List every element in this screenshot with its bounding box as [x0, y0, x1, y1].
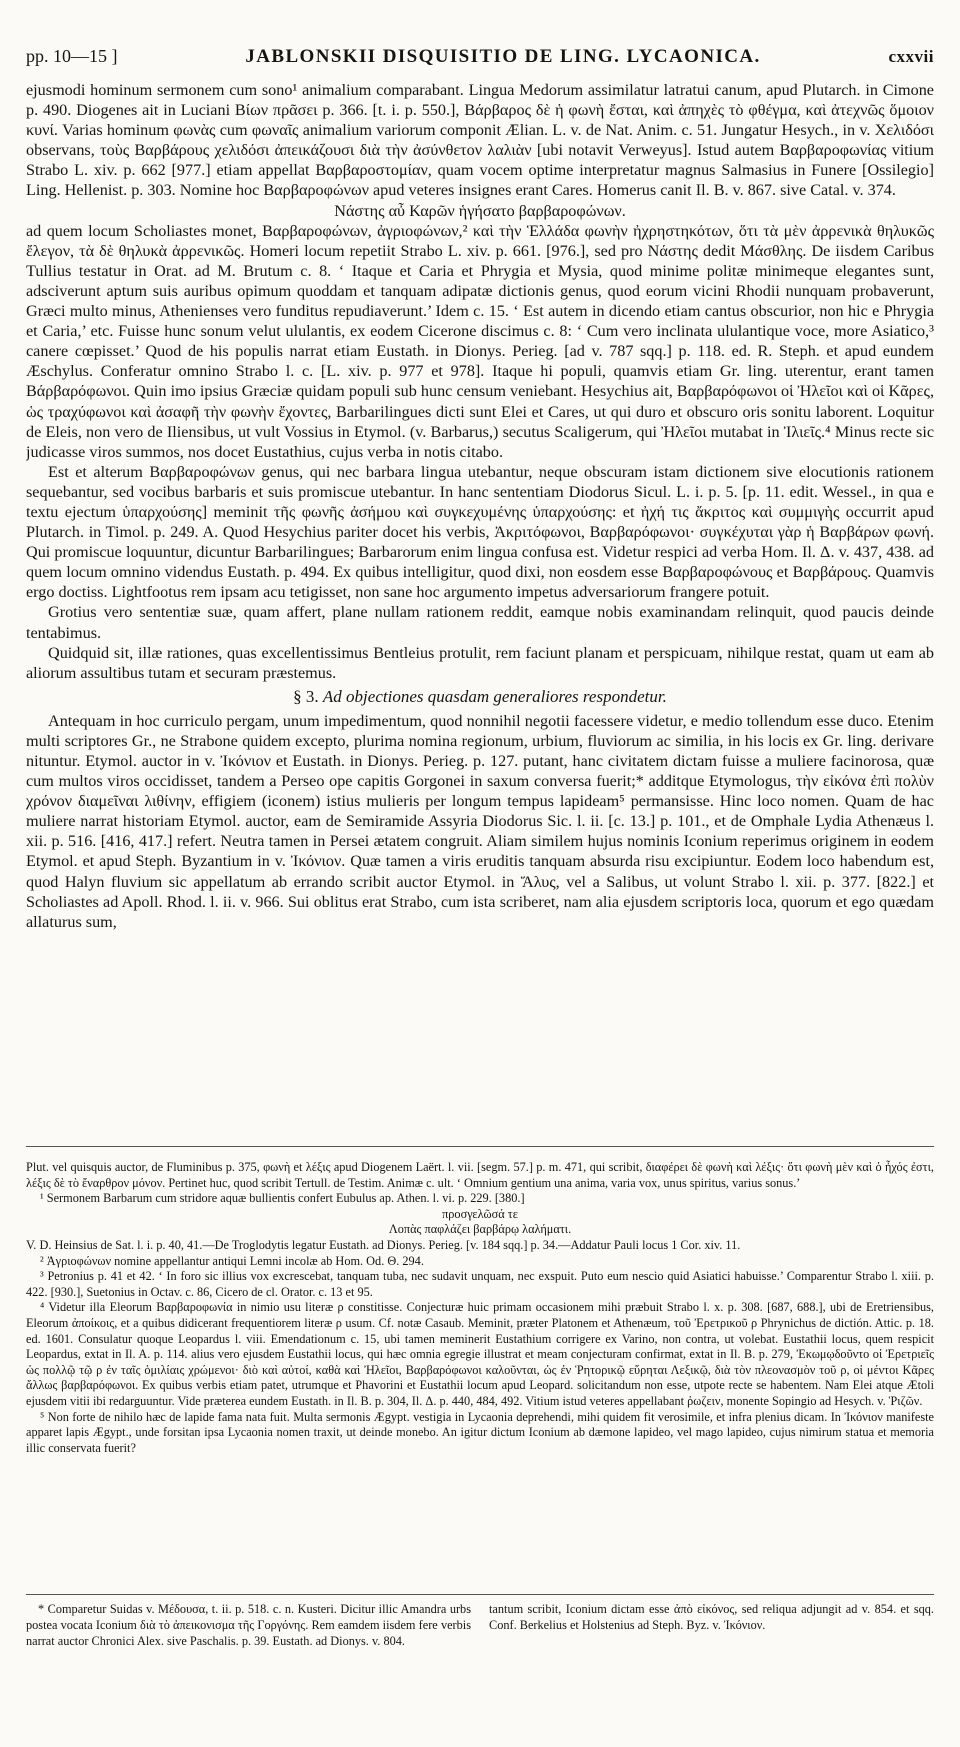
- section-number: § 3.: [293, 686, 319, 706]
- paragraph: Est et alterum Βαρβαροφώνων genus, qui nec barbara lingua utebantur, neque obscuram istam dictionem sive elocutionis rationem sequebantur, sed vocibus barbaris et suis promiscue utebantur. In hanc sententiam Diodorus Sicul. L. i. p. 5. [p. 11. edit. Wessel., in qua e textu ejectum ὑπαρχούσης] meminit τῆς φωνῆς ἀσήμου καὶ συγκεχυμένης ὑπαρχούσης: et ἠχή τις ἄκριτος καὶ συμμιγὴς occurrit apud Plutarch. in Timol. p. 249. A. Quod Hesychius pariter docet his verbis, Ἀκριτόφωνοι, Βαρβαρόφωνοι· συγκέχυται γὰρ ἡ Βαρβάρων φωνή. Qui promiscue loquuntur, dicuntur Barbarilingues; Barbarorum enim lingua confusa est. Videtur respici ad verba Hom. Il. Δ. v. 437, 438. ad quem locum omnino videndus Eustath. p. 494. Ex quibus intelligitur, quod dixi, non eosdem esse Βαρβαροφώνους et Βαρβάρους. Quamvis ergo doctiss. Lightfootus rem ipsam acu tetigisset, non sane hoc argumento impetus adversariorum frangere potuit.: [26, 462, 934, 602]
- asterisk-note: * Comparetur Suidas v. Μέδουσα, t. ii. p. 518. c. n. Kusteri. Dicitur illic Amandra urbs postea vocata Iconium διὰ τὸ ἀπεικονισμα τῆς Γοργόνης. Rem eamdem iisdem fere verbis narrat auctor Chronici Alex. sive Paschalis. p. 39. Eustath. ad Dionys. v. 804.: [26, 1602, 471, 1648]
- footnote-verse: προσγελῶσά τε: [442, 1206, 518, 1221]
- paragraph: Quidquid sit, illæ rationes, quas excellentissimus Bentleius protulit, rem faciunt planam et perspicuam, nihilque restat, quam ut eam ab aliorum assultibus tutam et securam præstemus.: [26, 643, 934, 682]
- footnote-2: ² Ἀγριοφώνων nomine appellantur antiqui Lemni incolæ ab Hom. Od. Θ. 294.: [40, 1253, 424, 1268]
- bottom-notes: [26, 1602, 934, 1732]
- paragraph: Grotius vero sententiæ suæ, quam affert, plane nullam rationem reddit, eamque nobis examinandam relinquit, quod paucis deinde tentabimus.: [26, 603, 934, 642]
- footnotes: [26, 1160, 934, 1590]
- footnote: V. D. Heinsius de Sat. l. i. p. 40, 41.—De Troglodytis legatur Eustath. ad Dionys. Perieg. [v. 184 sqq.] p. 34.—Addatur Pauli locus 1 Cor. xiv. 11.: [26, 1237, 741, 1252]
- paragraph: ejusmodi hominum sermonem cum sono¹ animalium comparabant. Lingua Medorum assimilatur latratui canum, apud Plutarch. in Cimone p. 490. Diogenes ait in Luciani Βίων πρᾶσει p. 366. [t. i. p. 550.], Βάρβαρος δὲ ἡ φωνὴ ἔσται, καὶ ἀπηχὲς τὸ φθέγμα, καὶ ἀτεχνῶς ὅμοιον κυνί. Varias hominum φωνὰς cum φωναῖς animalium variorum componit Ælian. L. v. de Nat. Anim. c. 51. Jungatur Hesych., in v. Χελιδόσι observans, τοὺς Βαρβάρους χελιδόσι ἀπεικάζουσι διὰ τὴν ἀσύνθετον λαλιὰν [ubi notavit Verweyus]. Istud autem Βαρβαροφωνίας vitium Strabo L. xiv. p. 662 [977.] etiam appellat Βαρβαροστομίαν, quam vocem optime interpretatur magnus Salmasius in Funere [Ossilegio] Ling. Hellenist. p. 303. Nomine hoc Βαρβαροφώνων apud veteres insignes erant Cares. Homerus canit Il. B. v. 867. sive Catal. v. 374.: [26, 81, 934, 200]
- bottom-note-left: [26, 1602, 471, 1732]
- bottom-divider: [26, 1594, 934, 1595]
- verse-quote: Νάστης αὖ Καρῶν ἡγήσατο βαρβαροφώνων.: [334, 201, 626, 220]
- page-number: cxxvii: [888, 47, 934, 66]
- paragraph: ad quem locum Scholiastes monet, Βαρβαροφώνων, ἀγριοφώνων,² καὶ τὴν Ἑλλάδα φωνὴν ἠχρηστηκότων, ὅτι τὰ μὲν ἀρρενικὰ θηλυκῶς ἔλεγον, τὰ δὲ θηλυκὰ ἀρρενικῶς. Homeri locum repetiit Strabo L. xiv. p. 661. [976.], sed pro Νάστης dedit Μάσθλης. De iisdem Caribus Tullius testatur in Orat. ad M. Brutum c. 8. ‘ Itaque et Caria et Phrygia et Mysia, quod minime politæ minimeque elegantes sunt, adsciverunt aptum suis auribus opimum quoddam et tanquam adipatæ dictionis genus, quod eorum vicini Rhodii nunquam probaverunt, Græci multo minus, Athenienses vero funditus repudiaverunt.’ Idem c. 15. ‘ Est autem in dicendo etiam cantus obscurior, non hic e Phrygia et Caria,’ etc. Fuisse hunc sonum velut ululantis, ex eodem Cicerone discimus c. 8: ‘ Cum vero inclinata ululantique voce, more Asiatico,³ canere cœpisset.’ Quod de his populis narrat etiam Eustath. in Dionys. Perieg. [ad v. 787 sqq.] p. 118. ed. R. Steph. et apud eundem Æschylus. Conferatur omnino Strabo l. c. [L. xiv. p. 977 et 978]. Itaque hi populi, quamvis etiam Gr. ling. uterentur, erant tamen Βάρβαρόφωνοι. Quin imo ipsius Græciæ quidam populi sub hunc censum veniebant. Hesychius ait, Βαρβαρόφωνοι οἱ Ἠλεῖοι καὶ οἱ Κᾶρες, ὡς τραχύφωνοι καὶ ἀσαφῆ τὴν φωνὴν ἔχοντες, Barbarilingues dicti sunt Elei et Cares, ut qui duro et obscuro oris sonitu laborent. Loquitur de Eleis, non vero de Iliensibus, ut vult Vossius in Etymol. (v. Barbarus,) secutus Scaligerum, qui Ἠλεῖοι mutabat in Ἰλιεῖς.⁴ Minus recte sic judicasse viros summos, nos docet Eustathius, cujus verba in notis citabo.: [26, 221, 934, 461]
- running-title: JABLONSKII DISQUISITIO DE LING. LYCAONICA.: [245, 46, 761, 67]
- footnote-divider: [26, 1146, 934, 1147]
- asterisk-note-cont: tantum scribit, Iconium dictam esse ἀπὸ εἰκόνος, sed reliqua adjungit ad v. 854. et sqq. Conf. Berkelius et Holstenius ad Steph. Byz. v. Ἰκόνιον.: [489, 1602, 934, 1632]
- footnote-4: ⁴ Videtur illa Eleorum Βαρβαροφωνία in nimio usu literæ ρ constitisse. Conjecturæ huic primam occasionem mihi præbuit Strabo l. x. p. 308. [687, 688.], ubi de Eretriensibus, Eleorum ἀποίκοις, et a quibus didicerant frequentiorem literæ ρ usum. Cf. notæ Casaub. Meminit, præter Platonem et Athenæum, τοῦ Ἐρετρικοῦ ρ Phrynichus de dictión. Attic. p. 18. ed. 1601. Consulatur quoque Leopardus l. viii. Emendationum c. 15, ubi tamen meminerit Eustathium corrigere ex Varino, non contra, ut volebat. Eustathii locus, quem respicit Leopardus, extat in Il. A. p. 114. alius vero ejusdem Eustathii locus, qui hæc omnia egregie illustrat et meam conjecturam confirmat, extat in Il. B. p. 279, Ἐκωμῳδοῦντο οἱ Ἐρετριεῖς ὡς πολλῷ τῷ ρ ἐν ταῖς ὁμιλίαις χρώμενοι· διὸ καὶ αὐτοί, καθὰ καὶ Ἠλεῖοι, Βαρβαρόφωνοι καλοῦνται, ὡς ἐν Ῥητορικῷ εὕρηται Λεξικῷ, διὰ τὸν πλεονασμὸν τοῦ ρ, οἱ μέντοι Κᾶρες ἄλλως βαρβαρόφωνοι. Ex quibus verbis etiam patet, utrumque et Phavorini et Eustathii locum apud Leopard. solicitandum non esse, utpote recte se habentem. Nam Elei atque Ætoli ejusdem vitii ibi redarguuntur. Vide præterea eundem Eustath. in Il. B. p. 304, Il. Δ. p. 440, 484, 492. Vitium istud veteres appellabant ῥωζειν, monente Sopingio ad Hesych. v. Ῥιζῶν.: [26, 1300, 934, 1408]
- bottom-note-right: [489, 1602, 934, 1732]
- section-title: Ad objectiones quasdam generaliores respondetur.: [322, 686, 667, 706]
- running-header: [26, 46, 934, 72]
- main-text: [26, 80, 934, 1130]
- footnote-1: ¹ Sermonem Barbarum cum stridore aquæ bullientis confert Eubulus ap. Athen. l. vi. p. 229. [380.]: [40, 1191, 525, 1206]
- page-range: pp. 10—15 ]: [26, 46, 118, 66]
- section-heading: [26, 683, 934, 711]
- footnote-verse: Λοπὰς παφλάζει βαρβάρῳ λαλήματι.: [388, 1222, 572, 1237]
- footnote-5: ⁵ Non forte de nihilo hæc de lapide fama nata fuit. Multa sermonis Ægypt. vestigia in Lycaonia deprehendi, mihi quidem fit verosimile, et infra plenius dicam. In Ἰκόνιον manifeste apparet lapis Ægypt., unde forsitan ipsa Lycaonia nomen traxit, ut deinde monebo. An igitur dictum Iconium ab dæmone lapideo, vel mago lapideo, cujus nimirum statua et memoria illic conservata fuerit?: [26, 1409, 934, 1455]
- footnote: Plut. vel quisquis auctor, de Fluminibus p. 375, φωνὴ et λέξις apud Diogenem Laërt. l. vii. [segm. 57.] p. m. 471, qui scribit, διαφέρει δὲ φωνὴ καὶ λέξις· ὅτι φωνὴ μὲν καὶ ὁ ἦχός ἐστι, λέξις δὲ τὸ ἔναρθρον μόνον. Pertinet huc, quod scribit Tertull. de Testim. Animæ c. ult. ‘ Omnium gentium una anima, varia vox, unus spiritus, varius sonus.’: [26, 1160, 934, 1190]
- paragraph: Antequam in hoc curriculo pergam, unum impedimentum, quod nonnihil negotii facessere videtur, e medio tollendum esse duco. Etenim multi scriptores Gr., ne Strabone quidem excepto, plurima nomina regionum, urbium, fluviorum ac similia, in his locis ex Gr. ling. derivare nituntur. Etymol. auctor in v. Ἰκόνιον et Eustath. in Dionys. Perieg. p. 127. putant, hanc civitatem dictam fuisse a muliere facinorosa, quæ cum multos viros occidisset, tandem a Perseo ope capitis Gorgonei in saxum conversa fuerit;* additque Etymologus, τὴν εἰκόνα ἐπὶ πολὺν χρόνον διαμεῖναι λιθίνην, effigiem (iconem) istius mulieris per longum tempus lapideam⁵ permansisse. Hinc loco nomen. Quam de hac muliere narrat historiam Etymol. auctor, eam de Semiramide Assyria Diodorus Sic. l. ii. [c. 13.] p. 101., et de Omphale Lydia Athenæus l. xii. p. 516. [416, 417.] refert. Neutra tamen in Persei ætatem congruit. Aliam similem hujus nominis Iconium reperimus originem in eodem Etymol. et apud Steph. Byzantium in v. Ἰκόνιον. Quæ tamen a viris eruditis tanquam absurda risu excipiuntur. Eodem loco habendum est, quod Halyn fluvium sic appellatum ab errando scribit auctor Etymol. in Ἅλυς, vel a Salibus, ut volunt Strabo l. xii. p. 377. [822.] et Scholiastes ad Apoll. Rhod. l. ii. v. 966. Sui oblitus erat Strabo, cum ista scriberet, nam alia ejusdem scriptoris loca, quorum et ego quædam allaturus sum,: [26, 711, 934, 931]
- footnote-3: ³ Petronius p. 41 et 42. ‘ In foro sic illius vox excrescebat, tanquam tuba, nec sudavit unquam, nec exspuit. Puto eum nescio quid Asiatici habuisse.’ Comparentur Strabo l. xiii. p. 422. [930.], Suetonius in Octav. c. 86, Cicero de cl. Orator. c. 13 et 95.: [26, 1269, 934, 1299]
